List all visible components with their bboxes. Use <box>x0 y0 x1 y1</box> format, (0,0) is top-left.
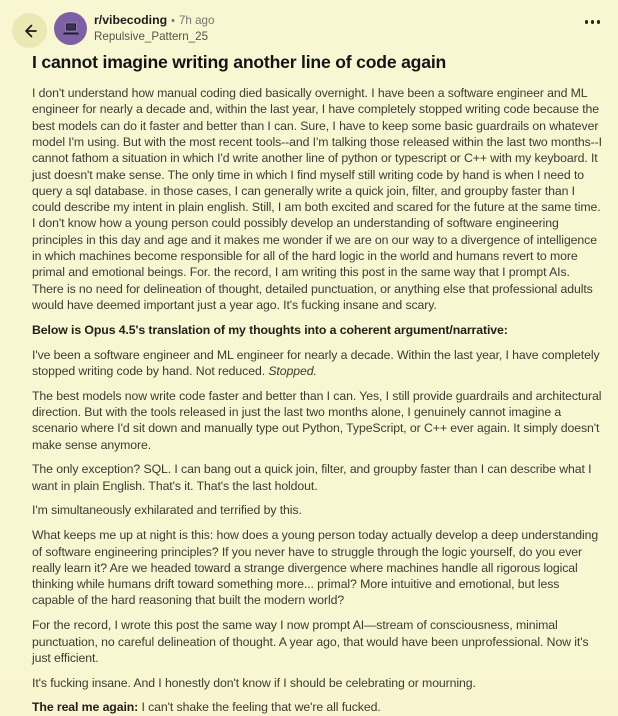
post-paragraph <box>32 85 604 313</box>
paragraph-segment: What keeps me up at night is this: how does a young person today actually develop a deep understanding of software engineering principles? If you never have to struggle through the logic yourself, do you ever really learn it? Are we headed toward a strange divergence where machines handle all rigorous logical thinking while humans drift toward something more... primal? More intuitive and emotional, but less capable of the hard reasoning that built the modern world? <box>32 528 599 608</box>
paragraph-segment: The best models now write code faster and better than I can. Yes, I still provide guardrails and architectural direction. But with the tools released in just the last two months alone, I genuinely cannot imagine a scenario where I'd sit down and manually type out Python, TypeScript, or C++ ever again. It simply doesn't make sense anymore. <box>32 388 602 452</box>
post-paragraph <box>32 388 604 453</box>
paragraph-segment: For the record, I wrote this post the same way I now prompt AI—stream of consciousness, minimal punctuation, no careful delineation of thought. A year ago, that would have been unprofessional. Now it's just efficient. <box>32 618 589 665</box>
post-paragraph <box>32 699 604 715</box>
subreddit-name[interactable]: r/vibecoding <box>94 13 168 27</box>
subreddit-avatar[interactable] <box>54 12 87 45</box>
paragraph-segment: Stopped. <box>268 363 317 378</box>
paragraph-segment: I don't understand how manual coding died basically overnight. I have been a software engineer and ML engineer for nearly a decade and, within the last year, I have completely stopped writing code because the best models can do it faster and better than I can. Sure, I have to keep some basic guardrails on whatever model I'm using. But with the most recent tools--and I'm talking those released within the last two months--I cannot fathom a situation in which I'd write another line of python or typescript or C++ with my keyboard. It just doesn't make sense. The only time in which I find myself still writing code by hand is when I need to query a sql database. in those cases, I can generally write a quick join, filter, and groupby faster than I could describe my intent in plain english. Still, I am both excited and scared for the future at the same time. I don't know how a young person could possibly develop an understanding of software engineering principles in this day and age and it makes me wonder if we are on our way to a divergence of intelligence in which machines become responsible for all of the hard logic in the world and humans revert to more primal and emotional beings. For. the record, I am writing this post in the same way that I prompt AIs. There is no need for delineation of thought, detailed punctuation, or anything else that professional adults would have deemed important just a year ago. It's fucking insane and scary. <box>32 86 602 312</box>
post-header <box>0 0 618 48</box>
paragraph-segment: It's fucking insane. And I honestly don't know if I should be celebrating or mourning. <box>32 675 476 690</box>
paragraph-segment: I'm simultaneously exhilarated and terrified by this. <box>32 503 302 518</box>
post-body <box>32 85 604 716</box>
post-paragraph <box>32 617 604 666</box>
post-paragraph <box>32 527 604 608</box>
paragraph-segment: I've been a software engineer and ML engineer for nearly a decade. Within the last year, I have completely stopped writing code by hand. Not reduced. <box>32 347 600 378</box>
post-paragraph <box>32 675 604 691</box>
post-paragraph <box>32 322 604 338</box>
back-button[interactable] <box>12 13 47 48</box>
paragraph-segment: The only exception? SQL. I can bang out a quick join, filter, and groupby faster than I can describe what I want in plain English. That's it. That's the last holdout. <box>32 462 592 493</box>
paragraph-segment: The real me again: <box>32 700 139 715</box>
paragraph-segment: Below is Opus 4.5's translation of my thoughts into a coherent argument/narrative: <box>32 322 508 337</box>
laptop-avatar-icon <box>61 19 81 39</box>
paragraph-segment: I can't shake the feeling that we're all fucked. <box>138 700 381 715</box>
meta-separator-dot: • <box>171 15 175 27</box>
post-paragraph <box>32 347 604 380</box>
post-meta-line1 <box>94 14 214 27</box>
post-paragraph <box>32 461 604 494</box>
back-arrow-icon <box>21 22 39 40</box>
post-author[interactable]: Repulsive_Pattern_25 <box>94 30 209 43</box>
ellipsis-icon <box>585 20 601 24</box>
overflow-menu-button[interactable] <box>583 16 603 28</box>
post-meta <box>94 12 214 43</box>
post-title: I cannot imagine writing another line of code again <box>32 52 447 72</box>
post-time: 7h ago <box>178 14 215 27</box>
post-paragraph <box>32 502 604 518</box>
